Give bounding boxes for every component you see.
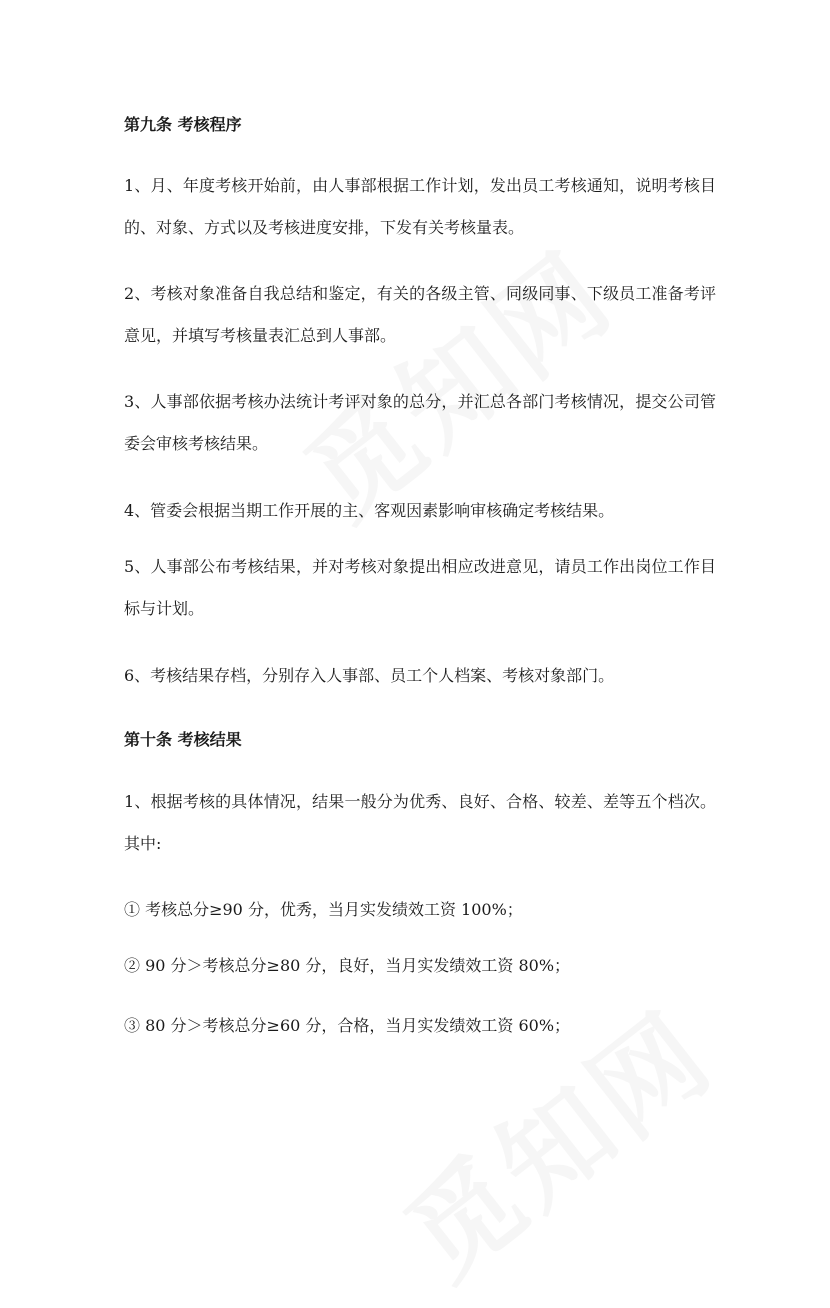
section9-item-6: 6、考核结果存档，分别存入人事部、员工个人档案、考核对象部门。 — [124, 666, 615, 685]
section10-title: 第十条 考核结果 — [124, 730, 242, 749]
section9-title: 第九条 考核程序 — [124, 115, 242, 134]
section9-item-5: 5、人事部公布考核结果，并对考核对象提出相应改进意见，请员工作出岗位工作目标与计划。 — [124, 557, 716, 618]
section9-item-4: 4、管委会根据当期工作开展的主、客观因素影响审核确定考核结果。 — [124, 501, 615, 520]
section9-item-2: 2、考核对象准备自我总结和鉴定，有关的各级主管、同级同事、下级员工准备考评意见，并填写考核量表汇总到人事部。 — [124, 284, 716, 345]
grade-pass: ③ 80 分＞考核总分≥60 分，合格，当月实发绩效工资 60%； — [124, 1016, 571, 1035]
grade-good: ② 90 分＞考核总分≥80 分，良好，当月实发绩效工资 80%； — [124, 956, 571, 975]
grade-excellent: ① 考核总分≥90 分，优秀，当月实发绩效工资 100%； — [124, 900, 523, 919]
section10-intro: 1、根据考核的具体情况，结果一般分为优秀、良好、合格、较差、差等五个档次。其中: — [124, 792, 716, 853]
section9-item-1: 1、月、年度考核开始前，由人事部根据工作计划，发出员工考核通知，说明考核目的、对象、方式以及考核进度安排，下发有关考核量表。 — [124, 176, 716, 237]
section9-item-3: 3、人事部依据考核办法统计考评对象的总分，并汇总各部门考核情况，提交公司管委会审核考核结果。 — [124, 392, 716, 453]
